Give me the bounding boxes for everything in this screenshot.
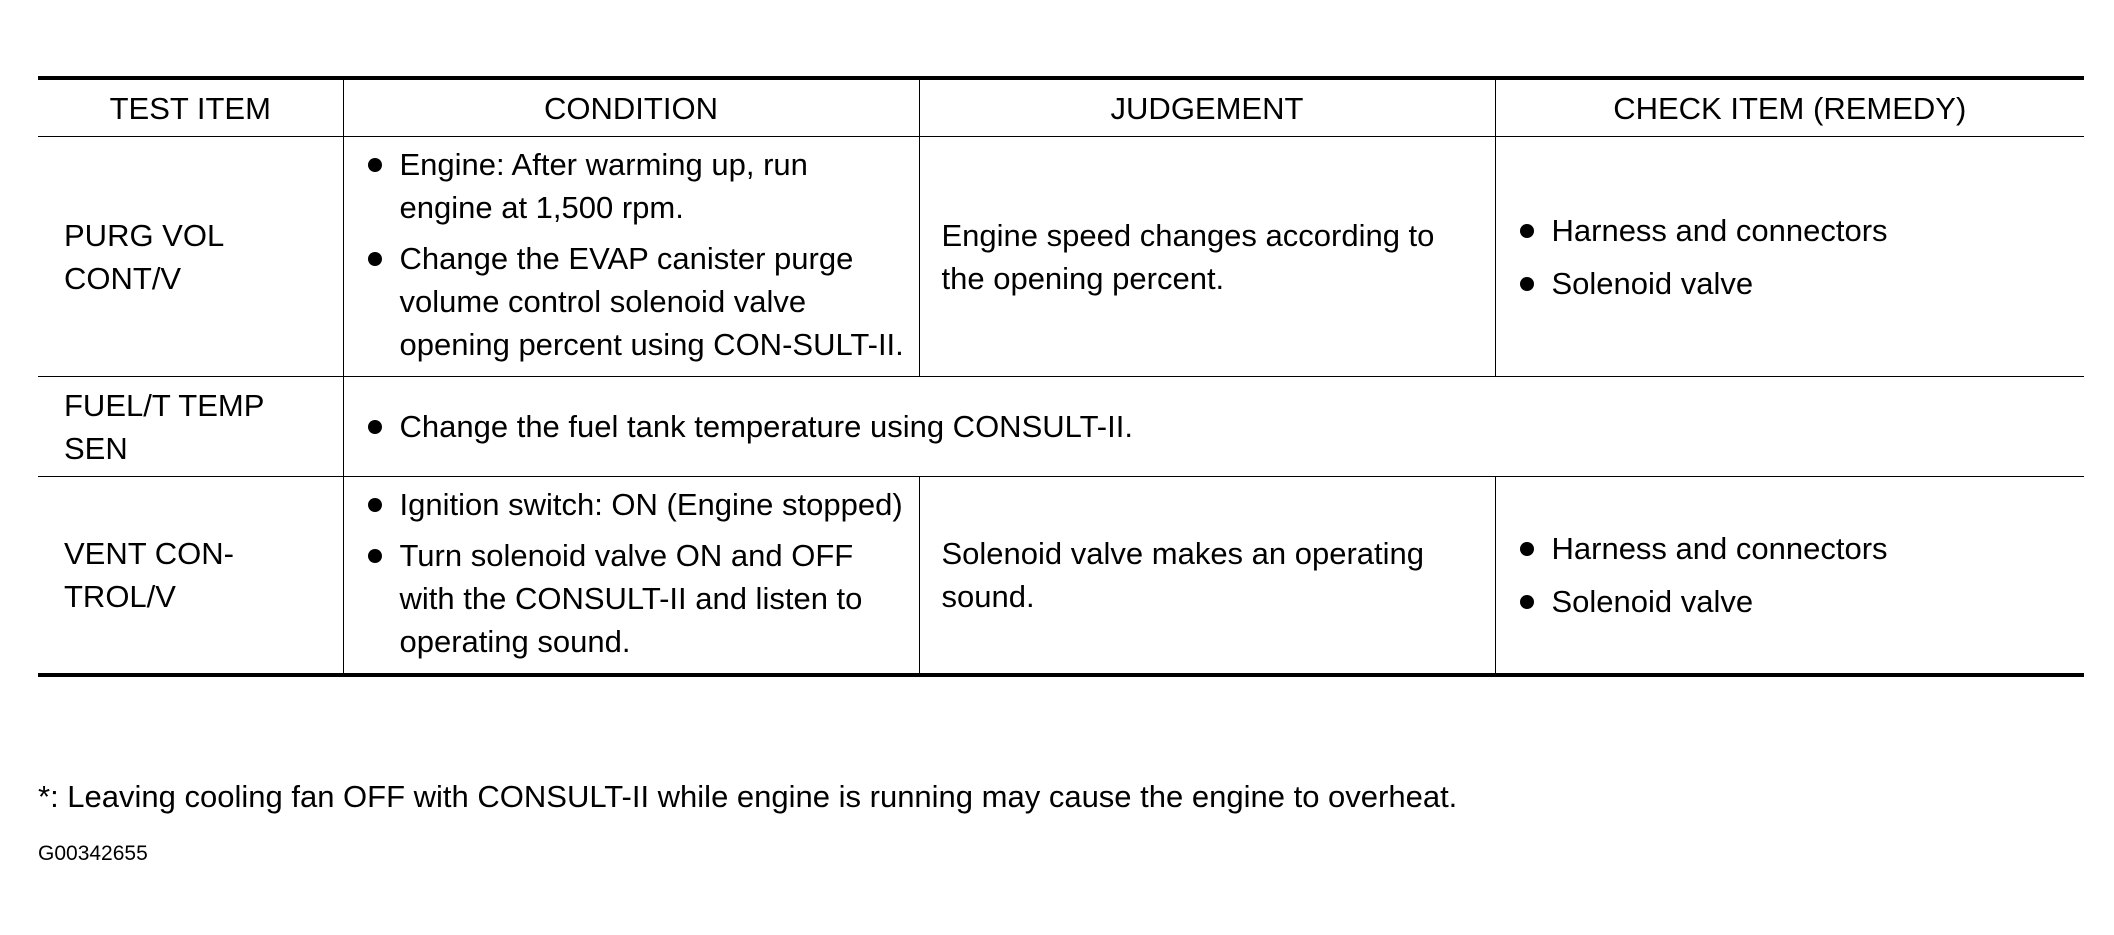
condition-cell (343, 137, 919, 377)
bullet-icon (1520, 542, 1534, 556)
test-item-cell (38, 477, 343, 676)
condition-cell-wide (343, 377, 2084, 477)
check-item-text: Solenoid valve (1551, 584, 1754, 619)
test-item-line: PURG VOL (64, 217, 225, 253)
condition-item (366, 143, 907, 229)
check-item (1518, 580, 2073, 623)
check-item-cell (1495, 477, 2084, 676)
test-item-cell (38, 377, 343, 477)
bullet-icon (368, 549, 382, 563)
header-condition: CONDITION (343, 78, 919, 137)
test-item-line: FUEL/T TEMP (64, 387, 265, 423)
condition-text: Turn solenoid valve ON and OFF with the CONSULT-II and listen to operating sound. (399, 538, 863, 659)
check-item-text: Harness and connectors (1551, 212, 1888, 248)
table-row-vent-control (38, 477, 2084, 676)
condition-text: Change the fuel tank temperature using CONSULT-II. (399, 409, 1133, 444)
condition-item (366, 237, 907, 366)
bullet-icon (1520, 595, 1534, 609)
diagnostic-table-container (38, 76, 2084, 677)
active-test-table (38, 76, 2084, 677)
header-check-item: CHECK ITEM (REMEDY) (1495, 78, 2084, 137)
test-item-line: TROL/V (64, 579, 176, 614)
table-header-row (38, 78, 2084, 137)
condition-cell (343, 477, 919, 676)
test-item-line: SEN (64, 430, 128, 466)
bullet-icon (368, 498, 382, 512)
condition-item (366, 405, 2085, 448)
condition-text: Engine: After warming up, run engine at 1,500 rpm. (399, 147, 808, 225)
table-row-purg-vol (38, 137, 2084, 377)
figure-id: G00342655 (38, 842, 148, 865)
footnote: *: Leaving cooling fan OFF with CONSULT-II while engine is running may cause the engine to overheat. (38, 779, 1458, 814)
check-item-cell (1495, 137, 2084, 377)
condition-item (366, 483, 907, 526)
test-item-line: CONT/V (64, 260, 182, 296)
check-item (1518, 209, 2073, 252)
bullet-icon (368, 252, 382, 266)
condition-text: Ignition switch: ON (Engine stopped) (399, 487, 903, 522)
bullet-icon (368, 158, 382, 172)
check-item (1518, 527, 2073, 570)
table-row-fuel-temp (38, 377, 2084, 477)
condition-text: Change the EVAP canister purge volume control solenoid valve opening percent using CON-SULT-II. (399, 241, 904, 362)
test-item-line: VENT CON- (64, 536, 234, 571)
header-test-item: TEST ITEM (38, 78, 343, 137)
judgement-cell: Solenoid valve makes an operating sound. (919, 477, 1495, 676)
condition-item (366, 534, 907, 663)
check-item-text: Solenoid valve (1551, 265, 1754, 301)
bullet-icon (1520, 277, 1534, 291)
check-item-text: Harness and connectors (1551, 531, 1888, 566)
bullet-icon (1520, 224, 1534, 238)
check-item (1518, 262, 2073, 305)
header-judgement: JUDGEMENT (919, 78, 1495, 137)
judgement-cell: Engine speed changes according to the opening percent. (919, 137, 1495, 377)
bullet-icon (368, 420, 382, 434)
test-item-cell (38, 137, 343, 377)
